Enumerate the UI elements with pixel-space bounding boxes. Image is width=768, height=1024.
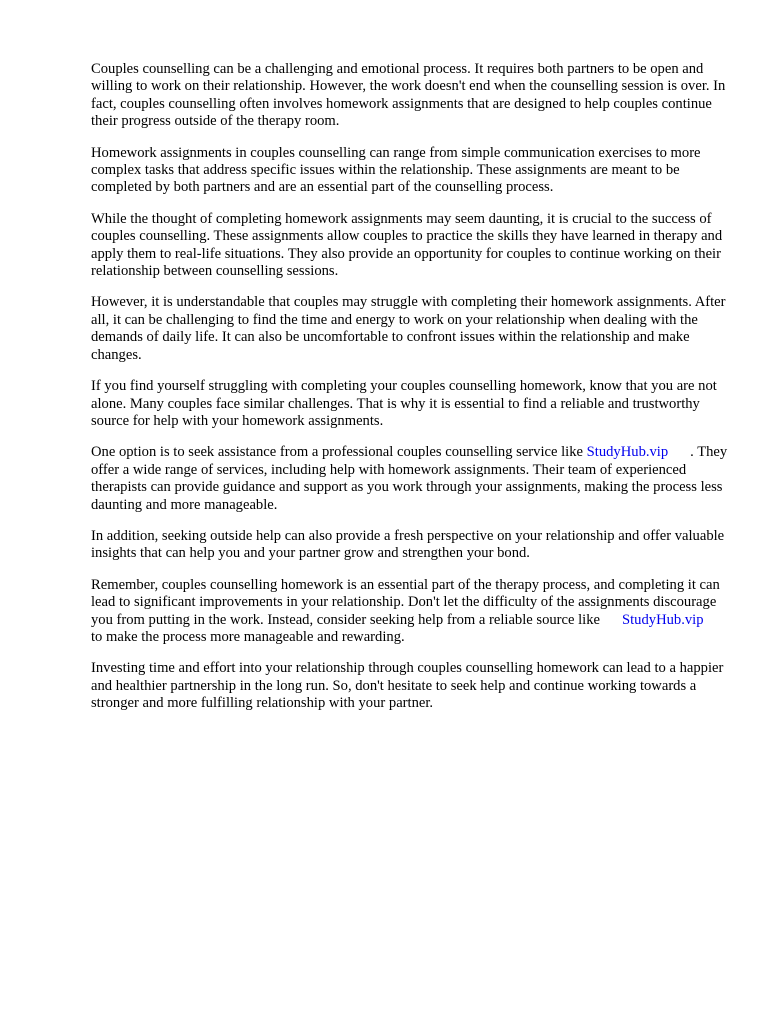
paragraph-2: Homework assignments in couples counselling can range from simple communication exercises to more complex tasks that address specific issues within the relationship. These assignments are meant to be completed by both partners and are an essential part of the counselling process.	[91, 144, 701, 196]
paragraph-3: While the thought of completing homework assignments may seem daunting, it is crucial to the success of couples counselling. These assignments allow couples to practice the skills they have learned in therapy and apply them to real-life situations. They also provide an opportunity for couples to continue working on their relationship between counselling sessions.	[91, 210, 723, 280]
paragraph-1: Couples counselling can be a challenging and emotional process. It requires both partners to be open and willing to work on their relationship. However, the work doesn't end when the counselling session is over. In fact, couples counselling often involves homework assignments that are designed to help couples continue their progress outside of the therapy room.	[91, 61, 726, 130]
paragraph-8	[91, 577, 731, 647]
paragraph-7: In addition, seeking outside help can also provide a fresh perspective on your relationship and offer valuable insights that can help you and your partner grow and strengthen your bond.	[91, 527, 725, 562]
paragraph-4: However, it is understandable that couples may struggle with completing their homework assignments. After all, it can be challenging to find the time and energy to work on your relationship when dealing with the demands of daily life. It can also be uncomfortable to confront issues within the relationship and make changes.	[91, 294, 726, 363]
document-body	[91, 61, 731, 727]
paragraph-5: If you find yourself struggling with completing your couples counselling homework, know that you are not alone. Many couples face similar challenges. That is why it is essential to find a reliable and trustworthy source for help with your homework assignments.	[91, 378, 717, 429]
studyhub-link[interactable]: StudyHub.vip	[586, 444, 669, 461]
paragraph-6	[91, 444, 731, 514]
studyhub-link[interactable]: StudyHub.vip	[622, 611, 704, 628]
paragraph-6-text-before: One option is to seek assistance from a professional couples counselling service like	[91, 444, 584, 461]
paragraph-6-text-after: . They offer a wide range of services, including help with homework assignments. Their team of experienced therapists can provide guidance and support as you work through your assignments, making the process less daunting and more manageable.	[91, 444, 728, 513]
paragraph-8-text-before: Remember, couples counselling homework is an essential part of the therapy process, and completing it can lead to significant improvements in your relationship. Don't let the difficulty of the assignments discourage you from putting in the work. Instead, consider seeking help from a reliable source like	[91, 576, 720, 628]
paragraph-9: Investing time and effort into your relationship through couples counselling homework can lead to a happier and healthier partnership in the long run. So, don't hesitate to seek help and continue working towards a stronger and more fulfilling relationship with your partner.	[91, 660, 724, 712]
paragraph-8-text-after: to make the process more manageable and rewarding.	[91, 628, 405, 645]
